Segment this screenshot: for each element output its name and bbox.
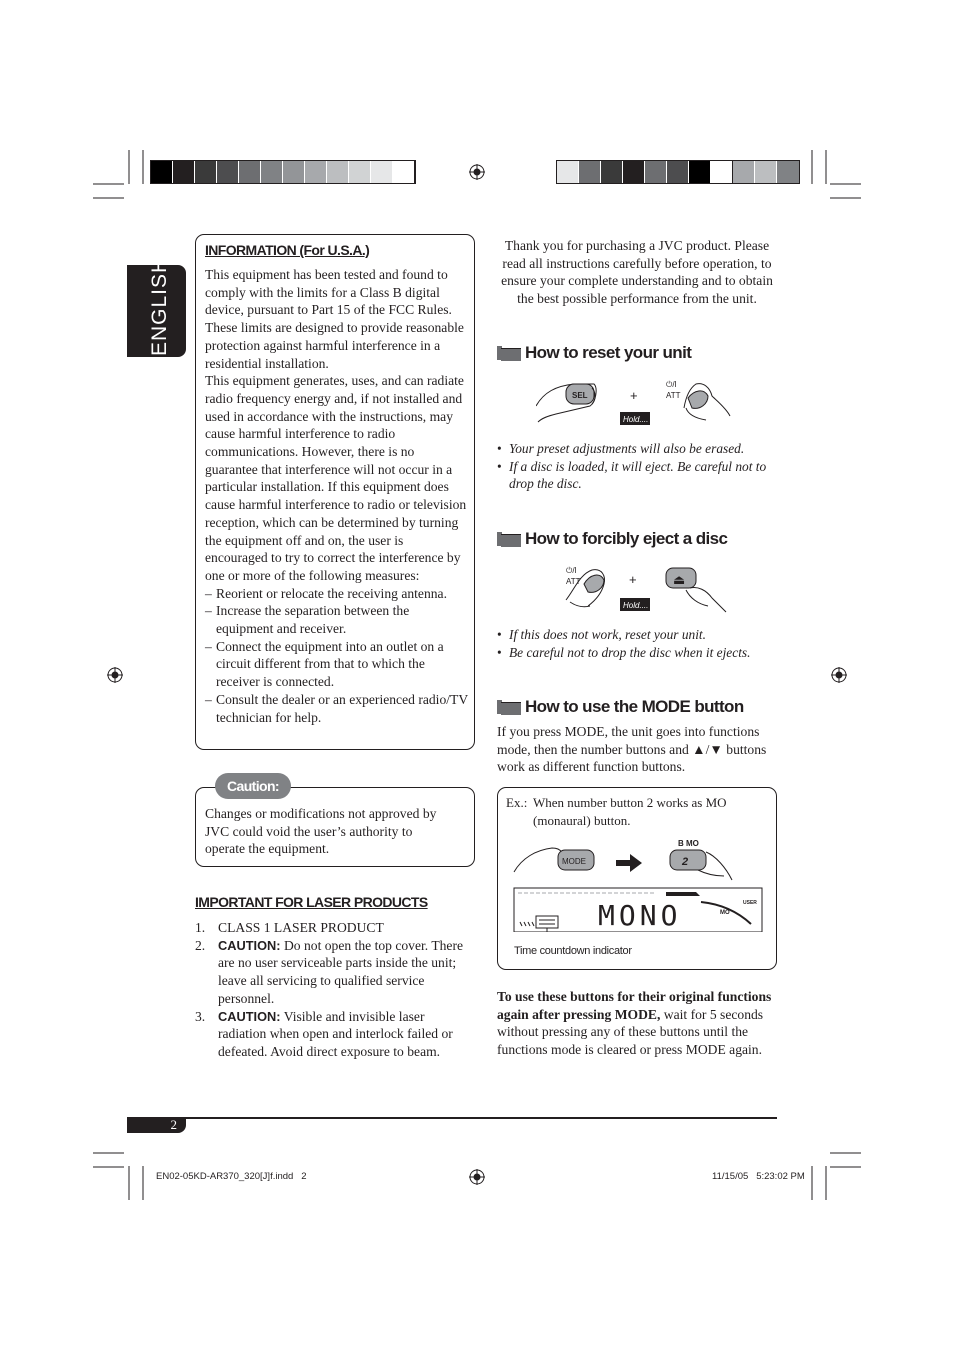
section-marker-icon bbox=[497, 532, 521, 546]
mode-illustration bbox=[506, 832, 766, 932]
mode-closing-bold: To use these buttons for their original functions again after pressing MODE, bbox=[497, 989, 772, 1022]
laser-item: 2. CAUTION: Do not open the top cover. There are no user serviceable parts inside the unit; leave all servicing to qualified service personnel. bbox=[195, 937, 464, 1006]
color-swatch bbox=[173, 161, 195, 183]
color-swatch bbox=[623, 161, 645, 183]
color-swatch bbox=[689, 161, 711, 183]
display-mono: MONO bbox=[598, 899, 682, 932]
reset-section-header bbox=[497, 343, 691, 363]
laser-list bbox=[195, 919, 475, 1061]
registration-target-icon bbox=[469, 1169, 485, 1185]
caution-box bbox=[195, 787, 475, 867]
eject-section-title: How to forcibly eject a disc bbox=[525, 529, 728, 548]
caution-text: Changes or modifications not approved by JVC could void the user’s authority to operate the equipment. bbox=[205, 806, 437, 857]
color-swatch bbox=[777, 161, 799, 183]
measure-item: – Consult the dealer or an experienced radio/TV technician for help. bbox=[205, 691, 468, 725]
page-number: 2 bbox=[170, 1117, 177, 1132]
plus-sign: + bbox=[630, 388, 638, 403]
countdown-label: Time countdown indicator bbox=[514, 945, 632, 957]
eject-note: • If this does not work, reset your unit. bbox=[497, 626, 777, 644]
mode-section-header bbox=[497, 697, 744, 717]
color-swatch bbox=[261, 161, 283, 183]
color-swatch bbox=[371, 161, 393, 183]
reset-note: • Your preset adjustments will also be erased. bbox=[497, 440, 777, 458]
color-calibration-strip-right bbox=[556, 160, 800, 184]
display-mo: MO bbox=[720, 910, 730, 916]
att-label: ATT bbox=[666, 391, 681, 400]
color-swatch bbox=[601, 161, 623, 183]
color-swatch bbox=[217, 161, 239, 183]
mode-label: MODE bbox=[562, 857, 586, 866]
measure-item: – Reorient or relocate the receiving antenna. bbox=[205, 585, 447, 601]
laser-item: 1. CLASS 1 LASER PRODUCT bbox=[195, 920, 384, 935]
page-number-tab bbox=[127, 1117, 186, 1133]
reset-section-title: How to reset your unit bbox=[525, 343, 692, 362]
laser-section-title: IMPORTANT FOR LASER PRODUCTS bbox=[195, 894, 428, 910]
intro-text: Thank you for purchasing a JVC product. Please read all instructions carefully before operation, to ensure your complete understanding and to obtain the best possible performance from the unit. bbox=[501, 238, 773, 307]
registration-target-icon bbox=[107, 667, 123, 683]
color-calibration-strip-left bbox=[150, 160, 416, 184]
power-label: ⏻/I bbox=[566, 566, 577, 575]
color-swatch bbox=[557, 161, 579, 183]
color-swatch bbox=[733, 161, 755, 183]
mode-example-box bbox=[497, 787, 777, 970]
fcc-information-body bbox=[205, 266, 469, 726]
mode-description: If you press MODE, the unit goes into functions mode, then the number buttons and ▲/▼ buttons work as different function buttons. bbox=[497, 724, 767, 775]
att-label: ATT bbox=[566, 577, 581, 586]
color-swatch bbox=[283, 161, 305, 183]
fcc-paragraph-1: This equipment has been tested and found to comply with the limits for a Class B digital device, pursuant to Part 15 of the FCC Rules. These limits are designed to provide reasonable protection against harmful interference in a residential installation. bbox=[205, 267, 464, 371]
plus-sign: + bbox=[629, 572, 637, 587]
fcc-information-title: INFORMATION (For U.S.A.) bbox=[205, 242, 370, 258]
button-top-label: B MO bbox=[678, 839, 699, 848]
language-tab-label: ENGLISH bbox=[148, 256, 171, 356]
example-prefix: Ex.: bbox=[506, 795, 528, 810]
section-marker-icon bbox=[497, 700, 521, 714]
caution-badge: Caution: bbox=[215, 773, 291, 799]
hold-label: Hold.... bbox=[623, 415, 649, 424]
mode-section-title: How to use the MODE button bbox=[525, 697, 744, 716]
sel-label: SEL bbox=[572, 391, 588, 400]
registration-target-icon bbox=[831, 667, 847, 683]
color-swatch bbox=[393, 161, 415, 183]
fcc-paragraph-2: This equipment generates, uses, and can radiate radio frequency energy and, if not installed and used in accordance with the instructions, may cause harmful interference to radio communications. However, there is no guarantee that interference will not occur in a particular installation. If this equipment does cause harmful interference to radio or television reception, which can be determined by turning the equipment off and on, the user is encouraged to try to correct the interference by one or more of the following measures: bbox=[205, 373, 467, 583]
language-tab bbox=[127, 256, 186, 357]
color-swatch bbox=[151, 161, 173, 183]
reset-illustration bbox=[536, 374, 736, 430]
color-swatch bbox=[349, 161, 371, 183]
color-swatch bbox=[755, 161, 777, 183]
color-swatch bbox=[305, 161, 327, 183]
eject-illustration bbox=[562, 560, 732, 616]
fcc-information-box bbox=[195, 234, 475, 750]
eject-notes bbox=[497, 626, 777, 661]
color-swatch bbox=[579, 161, 601, 183]
color-swatch bbox=[327, 161, 349, 183]
display-user: USER bbox=[743, 900, 757, 906]
mode-closing bbox=[497, 988, 779, 1059]
color-swatch bbox=[667, 161, 689, 183]
color-swatch bbox=[645, 161, 667, 183]
section-marker-icon bbox=[497, 346, 521, 360]
color-swatch bbox=[711, 161, 733, 183]
reset-note: • If a disc is loaded, it will eject. Be careful not to drop the disc. bbox=[497, 458, 777, 493]
laser-item: 3. CAUTION: Visible and invisible laser radiation when open and interlock failed or defeated. Avoid direct exposure to beam. bbox=[195, 1008, 453, 1059]
measure-item: – Connect the equipment into an outlet on a circuit different from that to which the receiver is connected. bbox=[205, 638, 444, 690]
eject-section-header bbox=[497, 529, 727, 549]
power-label: ⏻/I bbox=[666, 380, 677, 389]
footer-rule bbox=[127, 1117, 777, 1119]
color-swatch bbox=[195, 161, 217, 183]
hold-label: Hold.... bbox=[623, 601, 649, 610]
measure-item: – Increase the separation between the equipment and receiver. bbox=[205, 603, 410, 637]
footer-timestamp: 11/15/05 5:23:02 PM bbox=[712, 1171, 805, 1182]
arrow-right-icon bbox=[616, 854, 642, 872]
eject-note: • Be careful not to drop the disc when it ejects. bbox=[497, 644, 777, 662]
registration-target-icon bbox=[469, 164, 485, 180]
footer-filename: EN02-05KD-AR370_320[J]f.indd 2 bbox=[156, 1171, 307, 1182]
eject-icon: ⏏ bbox=[673, 573, 686, 588]
reset-notes bbox=[497, 440, 777, 493]
button-number: 2 bbox=[682, 856, 689, 868]
example-text: When number button 2 works as MO (monaural) button. bbox=[533, 795, 727, 828]
mode-closing-text: wait for 5 seconds without pressing any of these buttons until the functions mode is cleared or press MODE again. bbox=[497, 1006, 764, 1058]
color-swatch bbox=[239, 161, 261, 183]
